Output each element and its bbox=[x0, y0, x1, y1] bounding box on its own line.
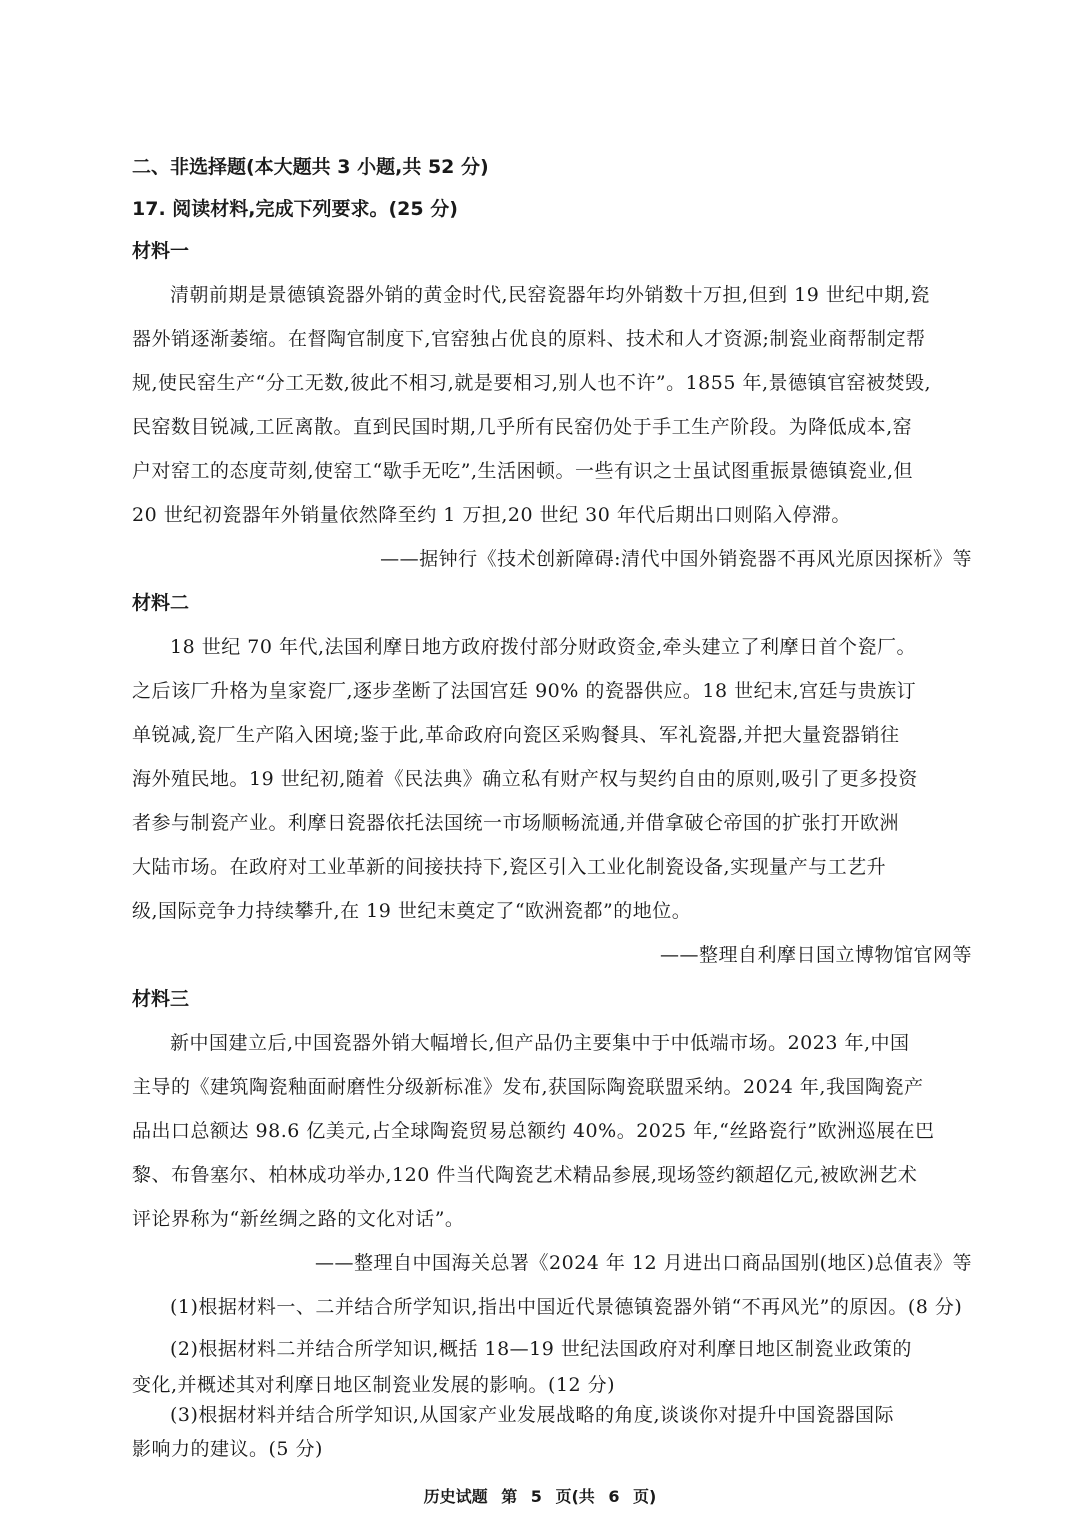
section-title: 二、非选择题(本大题共 3 小题,共 52 分) bbox=[132, 156, 489, 178]
subquestion-3-continued: 影响力的建议。(5 分) bbox=[132, 1438, 323, 1460]
material-1-line: 规,使民窑生产“分工无数,彼此不相习,就是要相习,别人也不许”。1855 年,景德镇官窑被焚毁, bbox=[132, 372, 932, 394]
subquestion-1: (1)根据材料一、二并结合所学知识,指出中国近代景德镇瓷器外销“不再风光”的原因。(8 分) bbox=[170, 1296, 963, 1318]
material-2-line: 18 世纪 70 年代,法国利摩日地方政府拨付部分财政资金,牵头建立了利摩日首个瓷厂。 bbox=[170, 636, 917, 658]
material-3-line: 评论界称为“新丝绸之路的文化对话”。 bbox=[132, 1208, 465, 1230]
material-3-line: 黎、布鲁塞尔、柏林成功举办,120 件当代陶瓷艺术精品参展,现场签约额超亿元,被欧洲艺术 bbox=[132, 1164, 918, 1186]
material-3-line: 主导的《建筑陶瓷釉面耐磨性分级新标准》发布,获国际陶瓷联盟采纳。2024 年,我国陶瓷产 bbox=[132, 1076, 924, 1098]
material-3-source: ——整理自中国海关总署《2024 年 12 月进出口商品国别(地区)总值表》等 bbox=[315, 1252, 972, 1274]
page-footer: 历史试题 第 5 页(共 6 页) bbox=[423, 1487, 657, 1506]
subquestion-2-continued: 变化,并概述其对利摩日地区制瓷业发展的影响。(12 分) bbox=[132, 1374, 616, 1396]
material-2-label: 材料二 bbox=[132, 592, 190, 614]
material-2-line: 级,国际竞争力持续攀升,在 19 世纪末奠定了“欧洲瓷都”的地位。 bbox=[132, 900, 692, 922]
material-1-source: ——据钟行《技术创新障碍:清代中国外销瓷器不再风光原因探析》等 bbox=[380, 548, 972, 570]
material-3-line: 品出口总额达 98.6 亿美元,占全球陶瓷贸易总额约 40%。2025 年,“丝路瓷行”欧洲巡展在巴 bbox=[132, 1120, 935, 1142]
subquestion-2: (2)根据材料二并结合所学知识,概括 18—19 世纪法国政府对利摩日地区制瓷业政策的 bbox=[170, 1338, 912, 1360]
material-3-label: 材料三 bbox=[132, 988, 190, 1010]
material-3-line: 新中国建立后,中国瓷器外销大幅增长,但产品仍主要集中于中低端市场。2023 年,中国 bbox=[170, 1032, 910, 1054]
material-1-line: 清朝前期是景德镇瓷器外销的黄金时代,民窑瓷器年均外销数十万担,但到 19 世纪中期,瓷 bbox=[170, 284, 930, 306]
material-1-line: 20 世纪初瓷器年外销量依然降至约 1 万担,20 世纪 30 年代后期出口则陷入停滞。 bbox=[132, 504, 851, 526]
material-2-line: 之后该厂升格为皇家瓷厂,逐步垄断了法国宫廷 90% 的瓷器供应。18 世纪末,宫廷与贵族订 bbox=[132, 680, 917, 702]
question-title: 17. 阅读材料,完成下列要求。(25 分) bbox=[132, 198, 458, 220]
material-2-line: 海外殖民地。19 世纪初,随着《民法典》确立私有财产权与契约自由的原则,吸引了更多投资 bbox=[132, 768, 918, 790]
material-2-line: 单锐减,瓷厂生产陷入困境;鉴于此,革命政府向瓷区采购餐具、军礼瓷器,并把大量瓷器销往 bbox=[132, 724, 900, 746]
material-1-label: 材料一 bbox=[132, 240, 190, 262]
material-1-line: 民窑数目锐减,工匠离散。直到民国时期,几乎所有民窑仍处于手工生产阶段。为降低成本,窑 bbox=[132, 416, 913, 438]
material-1-line: 器外销逐渐萎缩。在督陶官制度下,官窑独占优良的原料、技术和人才资源;制瓷业商帮制定帮 bbox=[132, 328, 926, 350]
material-2-line: 者参与制瓷产业。利摩日瓷器依托法国统一市场顺畅流通,并借拿破仑帝国的扩张打开欧洲 bbox=[132, 812, 900, 834]
material-2-line: 大陆市场。在政府对工业革新的间接扶持下,瓷区引入工业化制瓷设备,实现量产与工艺升 bbox=[132, 856, 887, 878]
subquestion-3: (3)根据材料并结合所学知识,从国家产业发展战略的角度,谈谈你对提升中国瓷器国际 bbox=[170, 1404, 894, 1426]
material-1-line: 户对窑工的态度苛刻,使窑工“歇手无吃”,生活困顿。一些有识之士虽试图重振景德镇瓷业,但 bbox=[132, 460, 914, 482]
material-2-source: ——整理自利摩日国立博物馆官网等 bbox=[659, 944, 972, 966]
